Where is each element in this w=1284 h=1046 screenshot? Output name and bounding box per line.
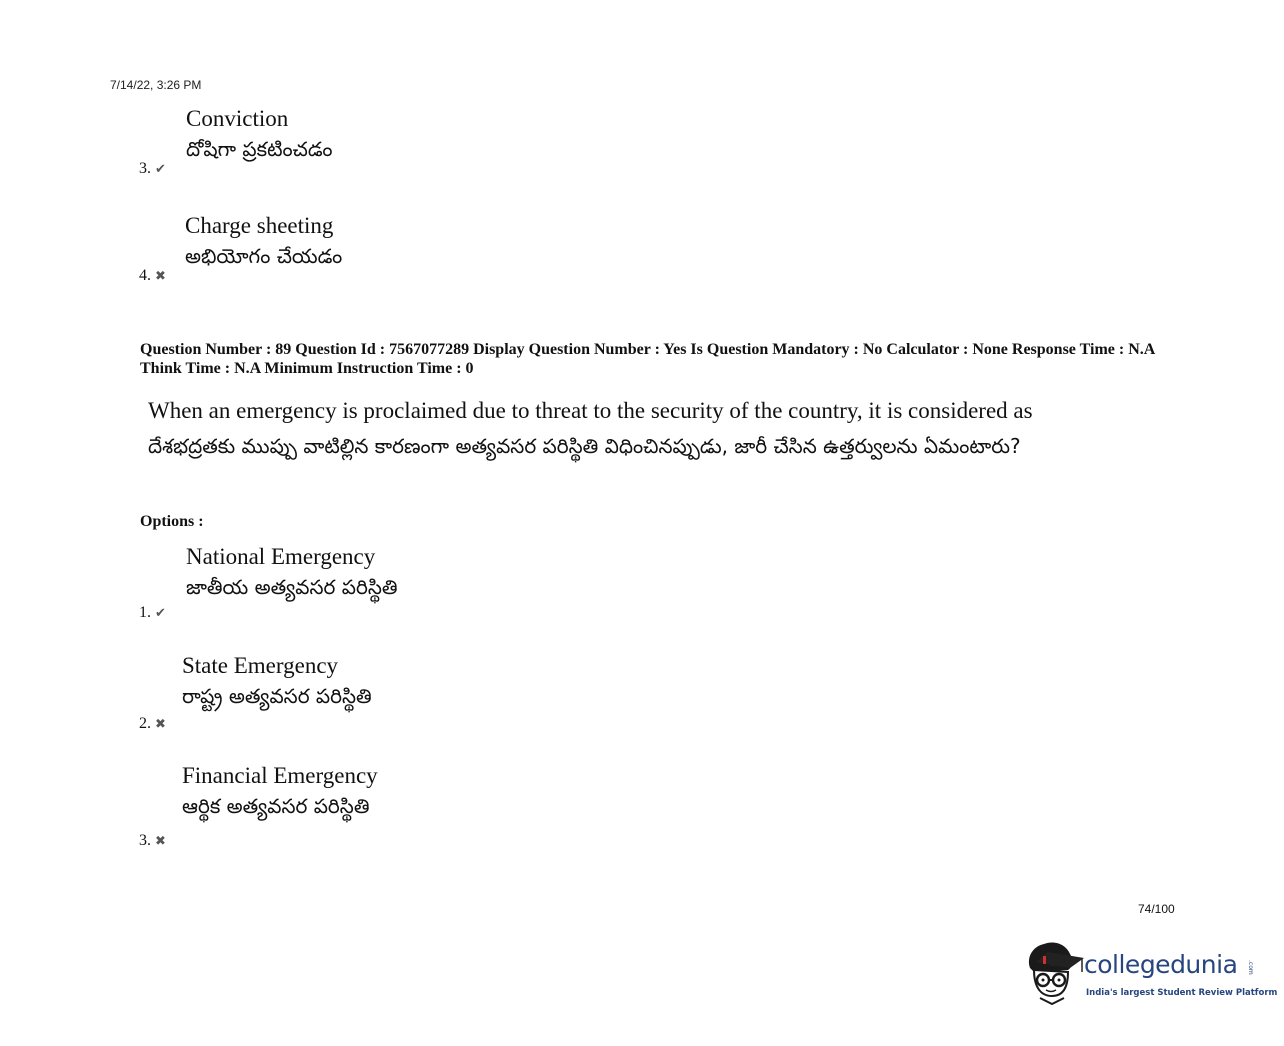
option-english: Conviction xyxy=(186,106,289,131)
option-number: 4. xyxy=(139,267,151,284)
option-number: 3. xyxy=(139,832,151,849)
check-mark-icon: ✔ xyxy=(155,606,166,621)
page-number: 74/100 xyxy=(1138,902,1175,916)
question-english: When an emergency is proclaimed due to threat to the security of the country, it is considered as xyxy=(148,398,1033,423)
option-english: Charge sheeting xyxy=(185,213,334,238)
student-mascot-icon xyxy=(1024,938,1086,1010)
option-2-marker xyxy=(139,715,166,734)
option-number: 1. xyxy=(139,604,151,621)
brand-suffix: .com xyxy=(1247,960,1254,975)
option-3-text xyxy=(182,761,378,821)
option-2-text xyxy=(182,651,372,711)
cross-mark-icon: ✖ xyxy=(155,834,166,849)
option-english: State Emergency xyxy=(182,653,339,678)
print-timestamp: 7/14/22, 3:26 PM xyxy=(110,78,202,92)
collegedunia-logo xyxy=(1024,938,1278,1010)
prev-option-3-text xyxy=(186,104,333,164)
brand-tagline: India's largest Student Review Platform xyxy=(1086,988,1278,998)
option-telugu: అభియోగం చేయడం xyxy=(185,244,343,268)
prev-option-4-text xyxy=(185,211,342,271)
cross-mark-icon: ✖ xyxy=(155,717,166,732)
option-english: Financial Emergency xyxy=(182,763,378,788)
option-telugu: ఆర్థిక అత్యవసర పరిస్థితి xyxy=(182,794,370,818)
cross-mark-icon: ✖ xyxy=(155,269,166,284)
option-number: 3. xyxy=(139,160,151,177)
option-telugu: జాతీయ అత్యవసర పరిస్థితి xyxy=(186,575,398,599)
option-1-marker xyxy=(139,604,166,623)
option-telugu: రాష్ట్ర అత్యవసర పరిస్థితి xyxy=(182,684,372,708)
question-text xyxy=(148,394,1168,464)
question-meta: Question Number : 89 Question Id : 7567077289 Display Question Number : Yes Is Question Mandatory : No Calculator : None Response Time : N.A Think Time : N.A Minimum Instruction Time : 0 xyxy=(140,341,1155,377)
option-number: 2. xyxy=(139,715,151,732)
check-mark-icon: ✔ xyxy=(155,162,166,177)
question-telugu: దేశభద్రతకు ముప్పు వాటిల్లిన కారణంగా అత్యవసర పరిస్థితి విధించినప్పుడు, జారీ చేసిన ఉత్తర్వులను ఏమంటారు? xyxy=(148,434,1021,458)
options-label: Options : xyxy=(140,513,204,530)
option-1-text xyxy=(186,542,398,602)
option-english: National Emergency xyxy=(186,544,376,569)
prev-option-3-marker xyxy=(139,160,166,179)
option-3-marker xyxy=(139,832,166,851)
brand-name: collegedunia xyxy=(1084,950,1238,979)
option-telugu: దోషిగా ప్రకటించడం xyxy=(186,137,333,161)
prev-option-4-marker xyxy=(139,267,166,286)
